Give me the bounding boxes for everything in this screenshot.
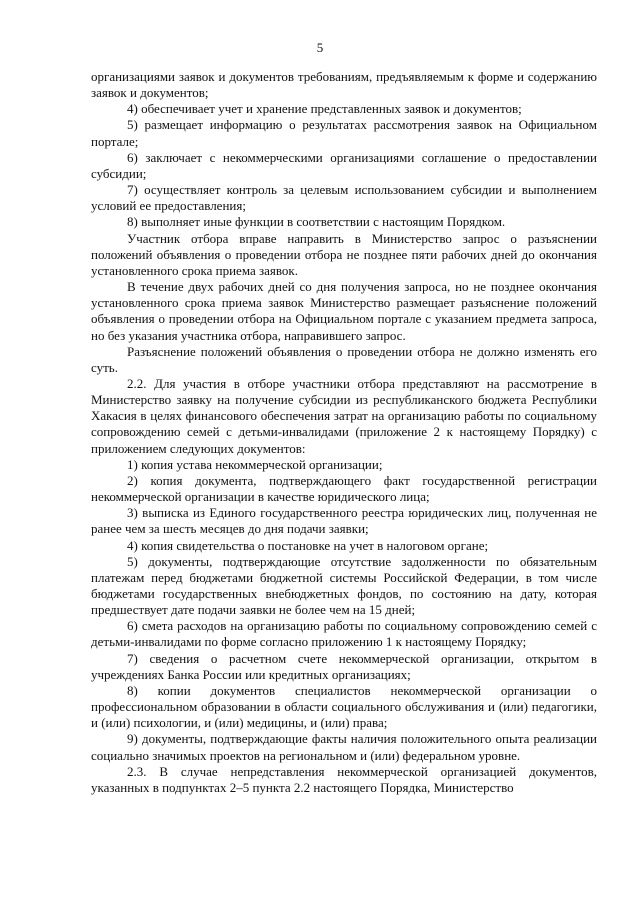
- list-item: 8) копии документов специалистов некоммерческой организации о профессиональном образовании в области социального обслуживания и (или) педагогики, и (или) психологии, и (или) медицины, и (или) права;: [91, 682, 597, 731]
- document-body: [91, 69, 597, 796]
- list-item: 5) документы, подтверждающие отсутствие задолженности по обязательным платежам перед бюджетами бюджетной системы Российской Федерации, в том числе бюджетами государственных внебюджетных фондов, по состоянию на дату, которая предшествует дате подачи заявки не более чем на 15 дней;: [91, 553, 597, 618]
- list-item: 1) копия устава некоммерческой организации;: [127, 456, 383, 472]
- list-item: 2) копия документа, подтверждающего факт государственной регистрации некоммерческой организации в качестве юридического лица;: [91, 472, 597, 505]
- list-item: 7) сведения о расчетном счете некоммерческой организации, открытом в учреждениях Банка России или кредитных организациях;: [91, 650, 597, 682]
- list-item: 9) документы, подтверждающие факты наличия положительного опыта реализации социально значимых проектов на региональном и (или) федеральном уровне.: [91, 731, 597, 763]
- list-item: 7) осуществляет контроль за целевым использованием субсидии и выполнением условий ее предоставления;: [91, 182, 597, 214]
- list-item: 3) выписка из Единого государственного реестра юридических лиц, полученная не ранее чем за шесть месяцев до дня подачи заявки;: [91, 505, 597, 537]
- list-item: 8) выполняет иные функции в соответствии с настоящим Порядком.: [127, 214, 506, 230]
- list-item: 6) заключает с некоммерческими организациями соглашение о предоставлении субсидии;: [91, 149, 597, 181]
- page-number: 5: [316, 40, 324, 55]
- paragraph: организациями заявок и документов требованиям, предъявляемым к форме и содержанию заявок и документов;: [91, 69, 597, 101]
- paragraph: 2.3. В случае непредставления некоммерческой организацией документов, указанных в подпунктах 2–5 пункта 2.2 настоящего Порядка, Министерство: [91, 763, 597, 795]
- paragraph: В течение двух рабочих дней со дня получения запроса, но не позднее окончания установленного срока приема заявок Министерство размещает разъяснение положений объявления о проведении отбора на Официальном портале с указанием предмета запроса, но без указания участника отбора, направившего запрос.: [91, 279, 597, 343]
- list-item: 6) смета расходов на организацию работы по социальному сопровождению семей с детьми-инвалидами по форме согласно приложению 1 к настоящему Порядку;: [91, 618, 597, 650]
- paragraph: 2.2. Для участия в отборе участники отбора представляют на рассмотрение в Министерство заявку на получение субсидии из республиканского бюджета Республики Хакасия в целях финансового обеспечения затрат на организацию работы по социальному сопровождению семей с детьми-инвалидами (приложение 2 к настоящему Порядку) с приложением следующих документов:: [91, 375, 597, 456]
- list-item: 4) обеспечивает учет и хранение представленных заявок и документов;: [127, 101, 522, 117]
- paragraph: Разъяснение положений объявления о проведении отбора не должно изменять его суть.: [91, 343, 597, 375]
- paragraph: Участник отбора вправе направить в Министерство запрос о разъяснении положений объявления о проведении отбора не позднее пяти рабочих дней до окончания установленного срока приема заявок.: [91, 230, 597, 278]
- list-item: 4) копия свидетельства о постановке на учет в налоговом органе;: [127, 537, 489, 553]
- list-item: 5) размещает информацию о результатах рассмотрения заявок на Официальном портале;: [91, 117, 597, 149]
